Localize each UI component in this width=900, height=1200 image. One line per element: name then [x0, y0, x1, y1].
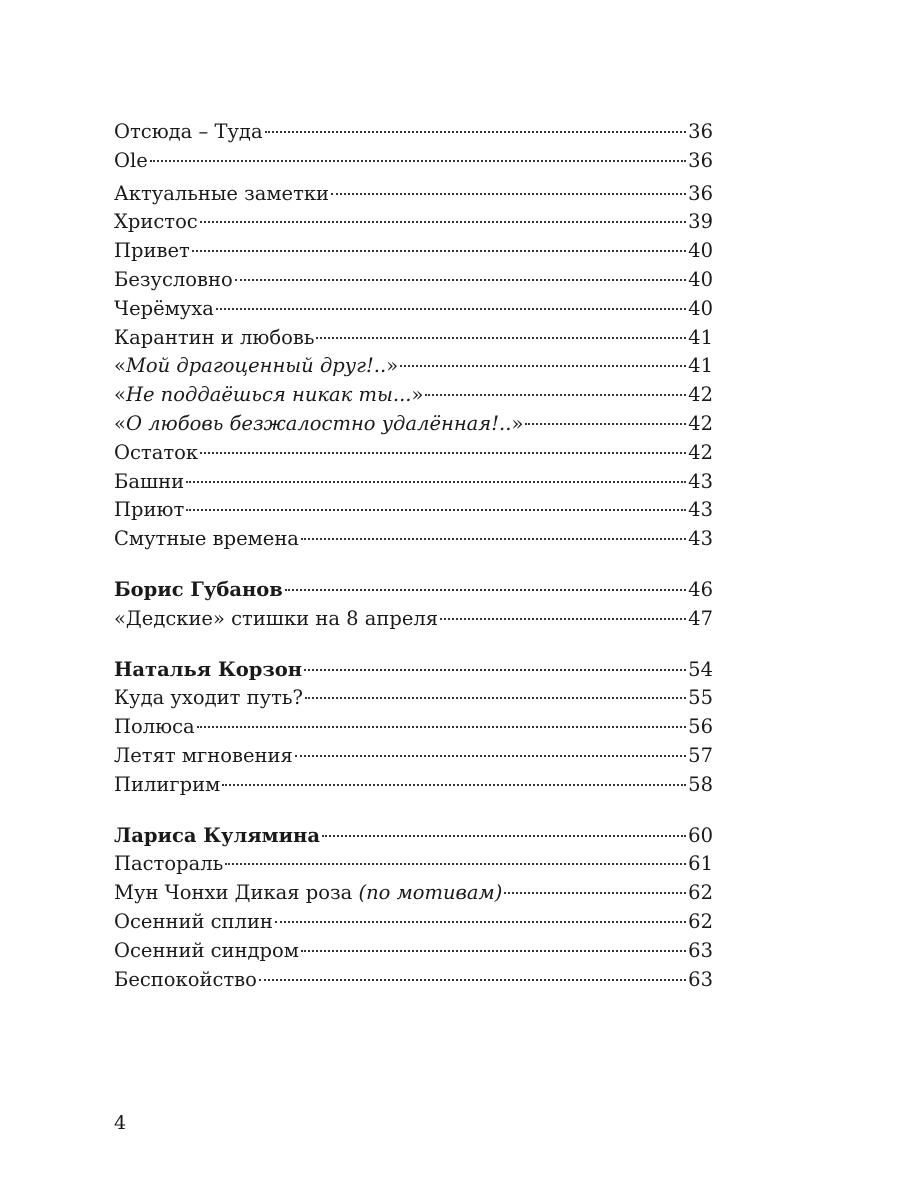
toc-entry-title: [114, 237, 190, 266]
toc-entry-title-part: Куда уходит путь?: [114, 686, 303, 710]
dot-leader: [200, 452, 686, 454]
toc-entry: [114, 352, 713, 381]
toc-entry-title-part: Наталья Корзон: [114, 657, 303, 681]
toc-entry-title: [114, 822, 320, 851]
toc-author-entry: [114, 822, 713, 851]
toc-entry-title-part: Осенний сплин: [114, 909, 273, 933]
toc-entry-title: [114, 180, 329, 209]
toc-entry-title-part: Мой драгоценный друг!..: [125, 354, 387, 378]
toc-entry-title-part: Летят мгновения: [114, 743, 293, 767]
toc-entry-title: [114, 295, 214, 324]
toc-entry-title: [114, 908, 273, 937]
toc-entry-title-part: Безусловно: [114, 267, 233, 291]
toc-entry-title-part: Не поддаёшься никак ты...: [125, 383, 412, 407]
toc-entry: [114, 147, 713, 176]
toc-entry-title: [114, 937, 299, 966]
toc-entry: [114, 410, 713, 439]
toc-entry-title: [114, 468, 184, 497]
toc-entry-title-part: Приют: [114, 498, 185, 522]
toc-entry-page: 43: [688, 498, 713, 522]
toc-entry: [114, 525, 713, 554]
toc-entry-title: [114, 656, 302, 685]
dot-leader: [301, 950, 686, 952]
dot-leader: [222, 784, 686, 786]
toc-entry-page: 36: [688, 181, 713, 205]
toc-entry: [114, 742, 713, 771]
dot-leader: [316, 337, 686, 339]
toc-entry: [114, 208, 713, 237]
dot-leader: [225, 863, 686, 865]
dot-leader: [259, 979, 686, 981]
toc-entry-title: [114, 742, 293, 771]
toc-author-entry: [114, 576, 713, 605]
toc-entry-title: [114, 410, 523, 439]
toc-entry-page: 63: [688, 938, 713, 962]
toc-entry-title-part: Беспокойство: [114, 967, 257, 991]
toc-entry-title: [114, 879, 502, 908]
toc-entry-page: 36: [688, 148, 713, 172]
toc-entry: [114, 771, 713, 800]
toc-entry: [114, 850, 713, 879]
toc-entry-title-part: Привет: [114, 239, 190, 263]
toc-entry-page: 43: [688, 469, 713, 493]
toc-entry-title-part: «Дедские» стишки на 8 апреля: [114, 606, 439, 630]
toc-entry-title: [114, 324, 314, 353]
dot-leader: [331, 193, 686, 195]
page-number: 4: [114, 1112, 127, 1134]
toc-entry-title-part: Ole: [114, 148, 148, 172]
toc-entry-page: 42: [688, 440, 713, 464]
toc-entry-title: [114, 850, 223, 879]
dot-leader: [186, 481, 686, 483]
toc-entry-page: 56: [688, 715, 713, 739]
toc-entry: [114, 295, 713, 324]
toc-entry-page: 41: [688, 354, 713, 378]
toc-entry-title-part: Башни: [114, 469, 185, 493]
toc-entry: [114, 937, 713, 966]
dot-leader: [197, 726, 687, 728]
dot-leader: [425, 394, 686, 396]
dot-leader: [192, 250, 686, 252]
toc-entry-title-part: Осенний синдром: [114, 938, 299, 962]
toc-entry-page: 40: [688, 267, 713, 291]
toc-entry-title-part: «: [114, 411, 126, 435]
toc-entry-page: 36: [688, 120, 713, 143]
toc-entry-title-part: Остаток: [114, 440, 199, 464]
toc-entry-title-part: Лариса Кулямина: [114, 823, 320, 847]
dot-leader: [285, 589, 686, 591]
dot-leader: [322, 835, 686, 837]
toc-entry: [114, 468, 713, 497]
toc-entry-page: 39: [688, 210, 713, 234]
toc-entry-title-part: »: [411, 383, 424, 407]
toc-entry-title-part: »: [511, 411, 524, 435]
toc-entry: [114, 324, 713, 353]
toc-entry: [114, 118, 713, 147]
toc-entry-title: [114, 439, 198, 468]
toc-entry-page: 57: [688, 743, 713, 767]
dot-leader: [295, 755, 686, 757]
toc-entry-title-part: Полюса: [114, 715, 195, 739]
toc-entry: [114, 908, 713, 937]
toc-entry: [114, 180, 713, 209]
toc-entry-page: 46: [688, 577, 713, 601]
toc-entry-page: 43: [688, 527, 713, 551]
toc-entry-title: [114, 966, 257, 995]
toc-entry-title: [114, 118, 263, 147]
dot-leader: [525, 423, 686, 425]
toc-entry-title-part: (по мотивам): [358, 881, 503, 905]
toc-entry-title-part: Карантин и любовь: [114, 325, 315, 349]
toc-entry-title-part: О любовь безжалостно удалённая!..: [125, 411, 512, 435]
toc-entry-page: 63: [688, 967, 713, 991]
toc-entry-page: 41: [688, 325, 713, 349]
toc-entry: [114, 496, 713, 525]
toc-entry-title: [114, 381, 423, 410]
toc-entry-page: 60: [688, 823, 713, 847]
toc-entry: [114, 381, 713, 410]
dot-leader: [440, 618, 686, 620]
toc-entry: [114, 605, 713, 634]
toc-entry-page: 40: [688, 296, 713, 320]
dot-leader: [301, 538, 686, 540]
toc-entry-title: [114, 525, 299, 554]
toc-entry-title-part: Пастораль: [114, 852, 224, 876]
toc-entry-page: 47: [688, 606, 713, 630]
toc-entry-page: 42: [688, 383, 713, 407]
toc-entry-page: 55: [688, 686, 713, 710]
toc-entry-title: [114, 713, 195, 742]
toc-entry: [114, 879, 713, 908]
dot-leader: [186, 509, 686, 511]
toc-entry: [114, 713, 713, 742]
dot-leader: [200, 221, 686, 223]
toc-entry-title: [114, 208, 198, 237]
toc-entry-title: [114, 605, 438, 634]
toc-entry-page: 58: [688, 772, 713, 796]
toc-entry: [114, 439, 713, 468]
toc-entry-page: 62: [688, 909, 713, 933]
toc-entry-title-part: Христос: [114, 210, 198, 234]
dot-leader: [150, 160, 686, 162]
toc-entry-title-part: »: [386, 354, 399, 378]
toc-entry: [114, 237, 713, 266]
toc-entry-page: 40: [688, 239, 713, 263]
dot-leader: [400, 365, 686, 367]
table-of-contents: [114, 118, 713, 994]
toc-entry-title-part: Смутные времена: [114, 527, 299, 551]
toc-entry-title: [114, 266, 233, 295]
toc-entry-title-part: «: [114, 354, 126, 378]
toc-entry-title-part: Мун Чонхи Дикая роза: [114, 881, 359, 905]
toc-entry-title-part: Черёмуха: [114, 296, 214, 320]
toc-entry-title-part: Пилигрим: [114, 772, 221, 796]
toc-entry-title: [114, 352, 398, 381]
toc-entry-title: [114, 147, 148, 176]
toc-entry-page: 62: [688, 881, 713, 905]
toc-entry-title: [114, 771, 220, 800]
toc-entry-title-part: «: [114, 383, 126, 407]
toc-entry-title-part: Борис Губанов: [114, 577, 283, 601]
toc-entry-title-part: Актуальные заметки: [114, 181, 330, 205]
dot-leader: [235, 279, 686, 281]
dot-leader: [216, 308, 686, 310]
toc-entry-title: [114, 684, 303, 713]
dot-leader: [305, 697, 686, 699]
toc-entry-page: 54: [688, 657, 713, 681]
dot-leader: [504, 892, 686, 894]
dot-leader: [265, 131, 687, 133]
toc-entry-title-part: Отсюда – Туда: [114, 120, 263, 143]
toc-entry-page: 42: [688, 411, 713, 435]
dot-leader: [304, 669, 686, 671]
toc-author-entry: [114, 656, 713, 685]
toc-entry: [114, 966, 713, 995]
toc-entry-page: 61: [688, 852, 713, 876]
toc-entry: [114, 266, 713, 295]
toc-entry: [114, 684, 713, 713]
toc-entry-title: [114, 496, 184, 525]
dot-leader: [275, 921, 686, 923]
toc-entry-title: [114, 576, 283, 605]
